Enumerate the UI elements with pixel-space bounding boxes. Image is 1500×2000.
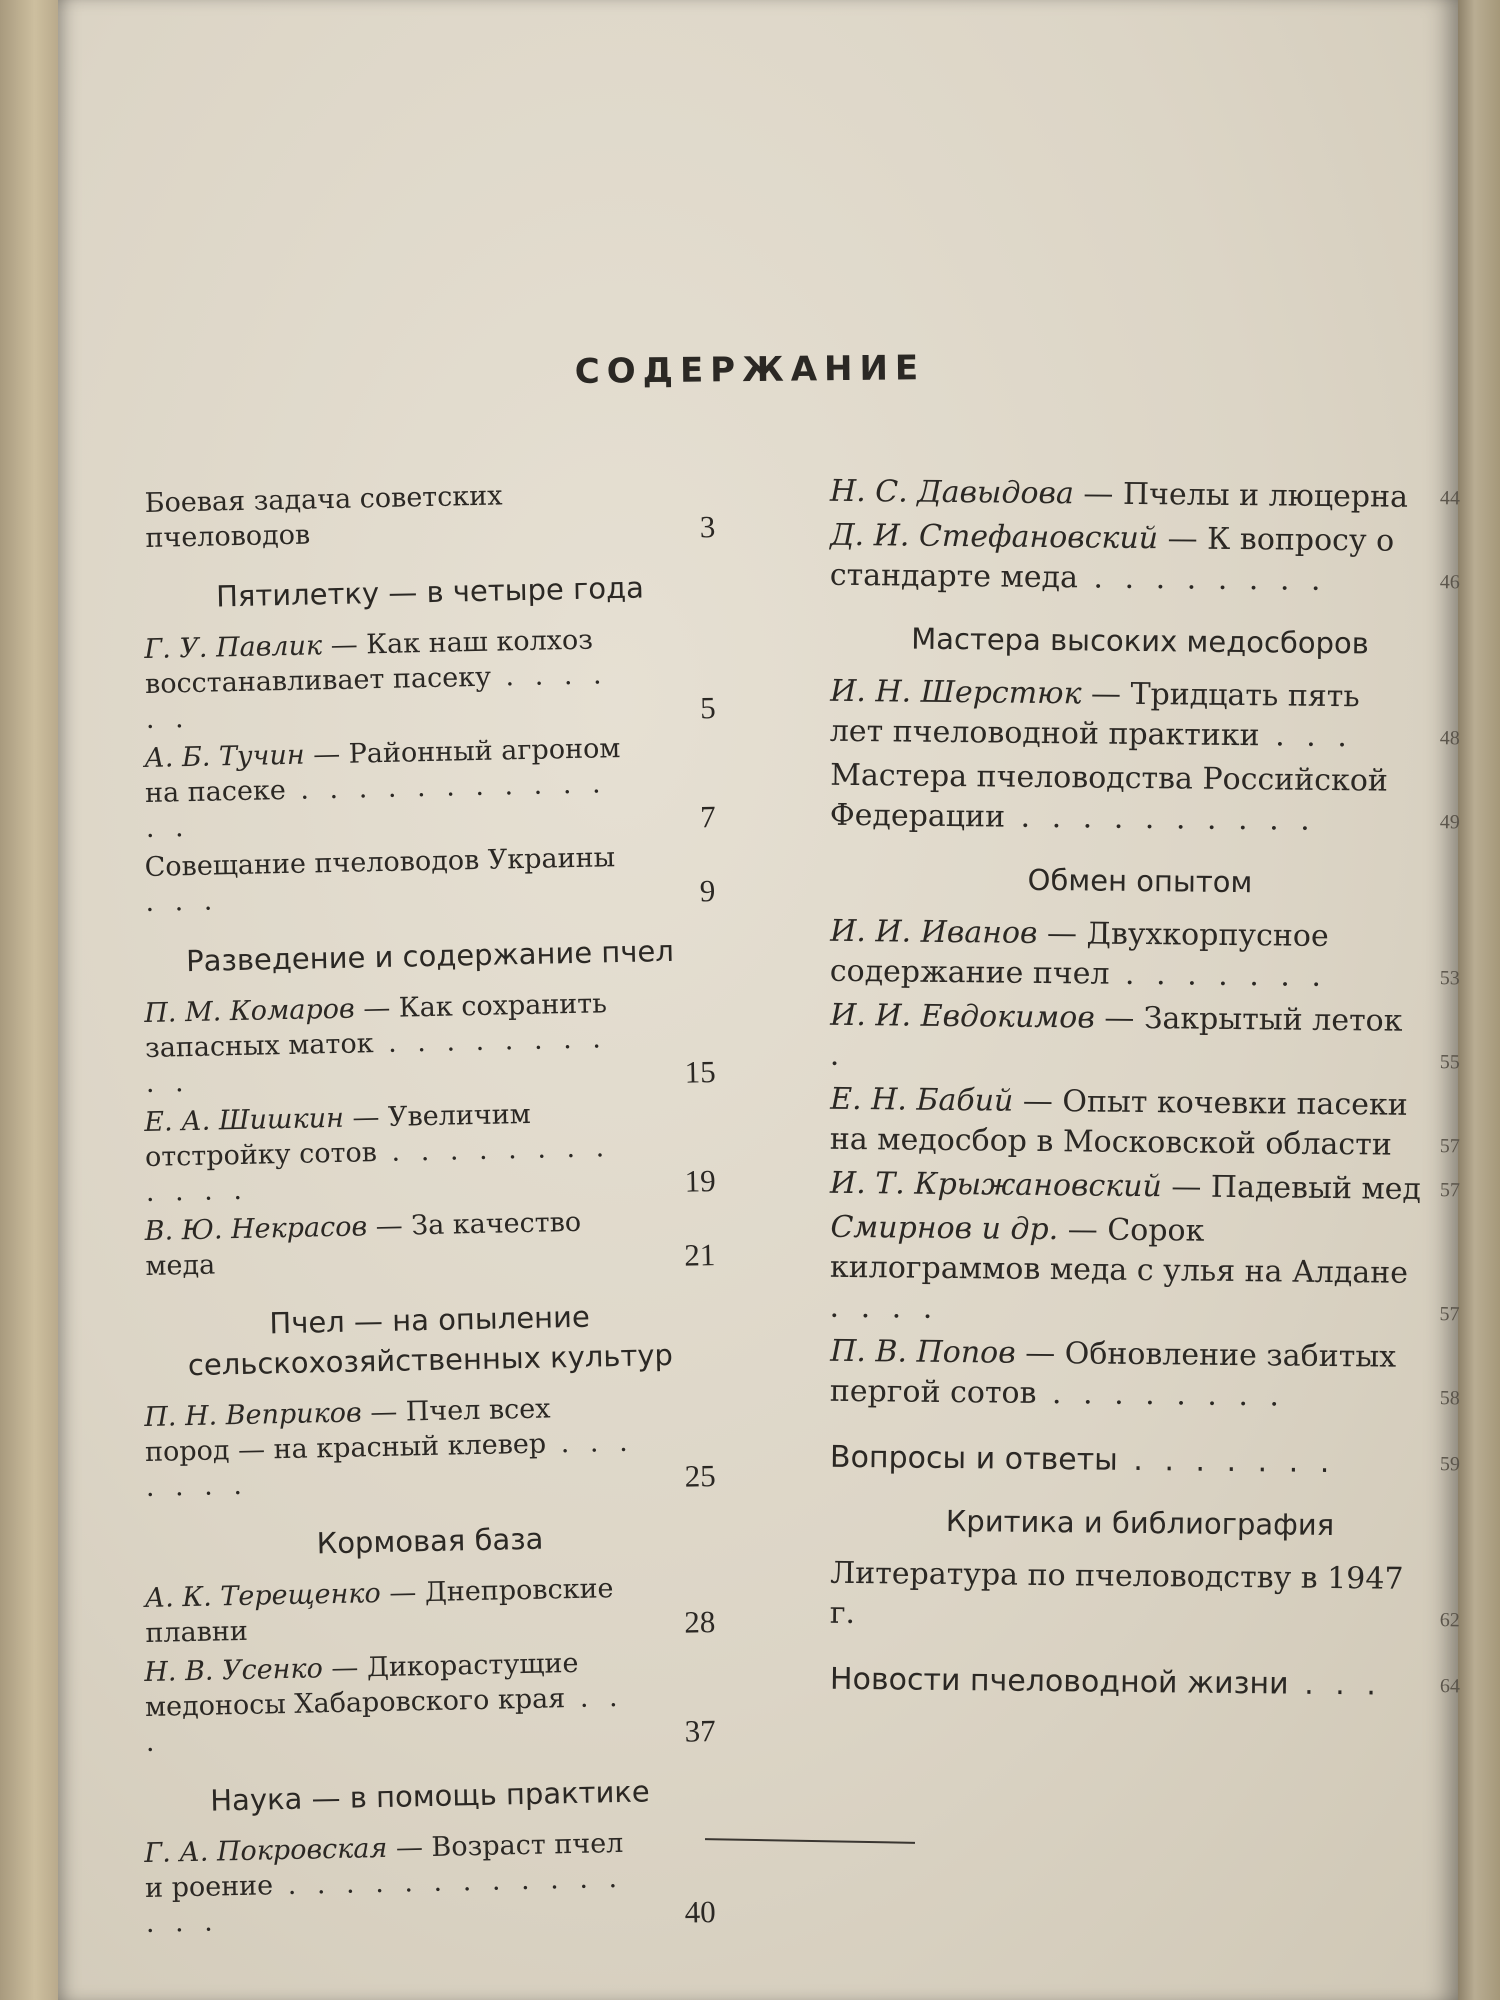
leader-dots: . . . [145,885,219,918]
page-number: 49 [1439,811,1460,834]
entry-author: Смирнов и др. [830,1209,1059,1248]
page-number: 57 [1439,1303,1460,1326]
section-heading: Наука — в помощь практике [209,1774,651,1818]
toc-entry [829,756,1460,842]
toc-left-column [145,480,715,1939]
page-number: 28 [683,1604,716,1640]
section-entry [829,1438,1461,1484]
leader-dots: . . . . . . . . . . [145,1023,608,1099]
page-number: 25 [684,1458,717,1494]
toc-entry [829,672,1460,758]
page-number: 7 [699,799,717,835]
entry-author: В. Ю. Некрасов [144,1211,368,1247]
leader-dots: . . . . . . . [145,1426,634,1503]
section-heading: Обмен опытом [1027,862,1253,900]
leader-dots: . . . [1259,718,1354,755]
entry-title: — Днепровские плавни [145,1573,614,1649]
page-number: 62 [1439,1609,1460,1632]
page-number: 19 [684,1163,717,1199]
entry-title: — Как сохранить запасных маток [144,988,608,1064]
page-number: 53 [1439,967,1460,990]
page-title: СОДЕРЖАНИЕ [574,348,926,392]
section-heading: Пятилетку — в четыре года [215,570,645,614]
toc-entry [144,729,716,846]
page-number: 57 [1439,1179,1461,1202]
section-heading: Разведение и содержание пчел [185,933,675,979]
page-number: 44 [1439,487,1461,510]
page-number: 21 [683,1237,716,1273]
entry-title: — Падевый мед [1161,1169,1422,1207]
toc-entry [144,1643,716,1760]
entry-author: И. Н. Шерстюк [830,673,1082,712]
toc-entry [829,1332,1460,1418]
toc-entry [829,1080,1460,1166]
book-spine-edge [0,0,58,2000]
page-number: 3 [699,509,716,545]
entry-title: Литература по пчеловодству в 1947 г. [829,1555,1404,1632]
page-number: 64 [1439,1675,1461,1698]
page-number: 40 [684,1894,717,1930]
entry-title: Совещание пчеловодов Украины [144,842,616,883]
entry-title: — Увеличим отстройку сотов [144,1098,531,1173]
entry-title: — Сорок килограммов меда с улья на Алдане [829,1212,1409,1291]
entry-title: — Тридцать пять лет пчеловодной практики [829,676,1360,754]
section-heading: Кормовая база [316,1521,544,1561]
entry-author: Н. С. Давыдова [829,473,1075,512]
leader-dots: . . . . . . . . . . . . . . . [145,1862,624,1939]
entry-title: — Обновление забитых пергой сотов [829,1335,1397,1411]
leader-dots: . . . . . . . . [1036,1375,1286,1414]
toc-entry [144,620,716,737]
leader-dots: . . . . [829,1289,939,1326]
section-heading: Критика и библиография [945,1503,1335,1543]
page-number: 37 [684,1713,717,1749]
leader-dots: . . . . . . . [1117,1442,1336,1481]
entry-author: П. М. Комаров [144,993,356,1029]
page-number: 5 [699,690,717,726]
page-number: 9 [699,873,716,909]
leader-dots: . . . . . . . . . . [1004,799,1316,838]
entry-title: — Районный агроном на пасеке [144,733,621,809]
entry-author: Д. И. Стефановский [830,517,1159,557]
section-entry [829,1660,1461,1706]
page-number: 15 [684,1054,717,1090]
entry-title: — Двухкорпусное содержание пчел [829,915,1329,992]
entry-title: — Пчелы и люцерна [1073,476,1409,515]
entry-author: Г. А. Покровская [144,1832,388,1869]
toc-entry [144,1824,716,1941]
entry-author: Е. Н. Бабий [830,1081,1014,1119]
entry-title: — Возраст пчел и роение [144,1827,624,1904]
entry-title: Вопросы и ответы [829,1439,1119,1478]
entry-title: — Дикорастущие медоносы Хабаровского края [144,1647,579,1723]
toc-entry [829,472,1461,518]
toc-entry [829,1554,1460,1640]
toc-entry [144,984,716,1101]
section-heading: Мастера высоких медосборов [911,621,1369,661]
leader-dots: . . . [1288,1666,1383,1703]
toc-entry [829,996,1460,1082]
page-number: 46 [1439,571,1460,594]
toc-entry [829,516,1460,602]
entry-author: А. Б. Тучин [144,739,305,774]
facing-page-edge [1458,0,1500,2000]
leader-dots: . . . . . . . . . . . . [145,1132,611,1208]
entry-author: И. И. Иванов [830,913,1038,951]
entry-title: — За качество меда [145,1206,582,1282]
toc-entry [144,1093,716,1210]
page-number: 59 [1439,1453,1461,1476]
toc-right-column [829,473,1461,1707]
section-heading: Пчел — на опыление сельскохозяйственных культур [187,1299,674,1383]
entry-title: Мастера пчеловодства Российской Федерации [829,757,1389,835]
toc-entry [144,1202,715,1284]
toc-entry [144,1569,715,1651]
toc-entry [144,474,715,556]
leader-dots: . . . [145,1681,624,1758]
page-number: 48 [1439,727,1460,750]
leader-dots: . . . . . . . [1109,956,1328,994]
entry-author: Е. А. Шишкин [144,1102,345,1138]
toc-entry [829,1164,1461,1210]
entry-title: — К вопросу о стандарте меда [829,521,1395,596]
page-number: 55 [1439,1051,1460,1074]
entry-author: П. В. Попов [830,1333,1016,1371]
entry-author: П. Н. Веприков [144,1397,363,1433]
toc-entry [829,912,1460,998]
entry-title: Новости пчеловодной жизни [829,1661,1289,1702]
entry-author: А. К. Терещенко [144,1578,382,1614]
leader-dots: . [829,1037,846,1073]
leader-dots: . . . . . . [145,659,608,735]
toc-entry [144,838,715,920]
entry-author: Г. У. Павлик [144,630,323,665]
entry-author: И. И. Евдокимов [830,997,1095,1036]
toc-entry [829,1208,1460,1334]
entry-title: Боевая задача советских пчеловодов [144,480,503,554]
toc-entry [144,1388,716,1505]
entry-author: И. Т. Крыжановский [829,1165,1162,1205]
leader-dots: . . . . . . . . . . . . . [145,768,607,844]
entry-author: Н. В. Усенко [144,1653,324,1688]
entry-title: — Опыт кочевки пасеки на медосбор в Московской области [829,1083,1408,1163]
entry-title: — Пчел всех пород — на красный клевер [144,1393,551,1468]
page-number: 57 [1439,1135,1460,1158]
page-number: 58 [1439,1387,1460,1410]
leader-dots: . . . . . . . . [1077,560,1327,598]
entry-title: — Как наш колхоз восстанавливает пасеку [144,624,594,700]
entry-title: — Закрытый леток [1094,1000,1403,1039]
